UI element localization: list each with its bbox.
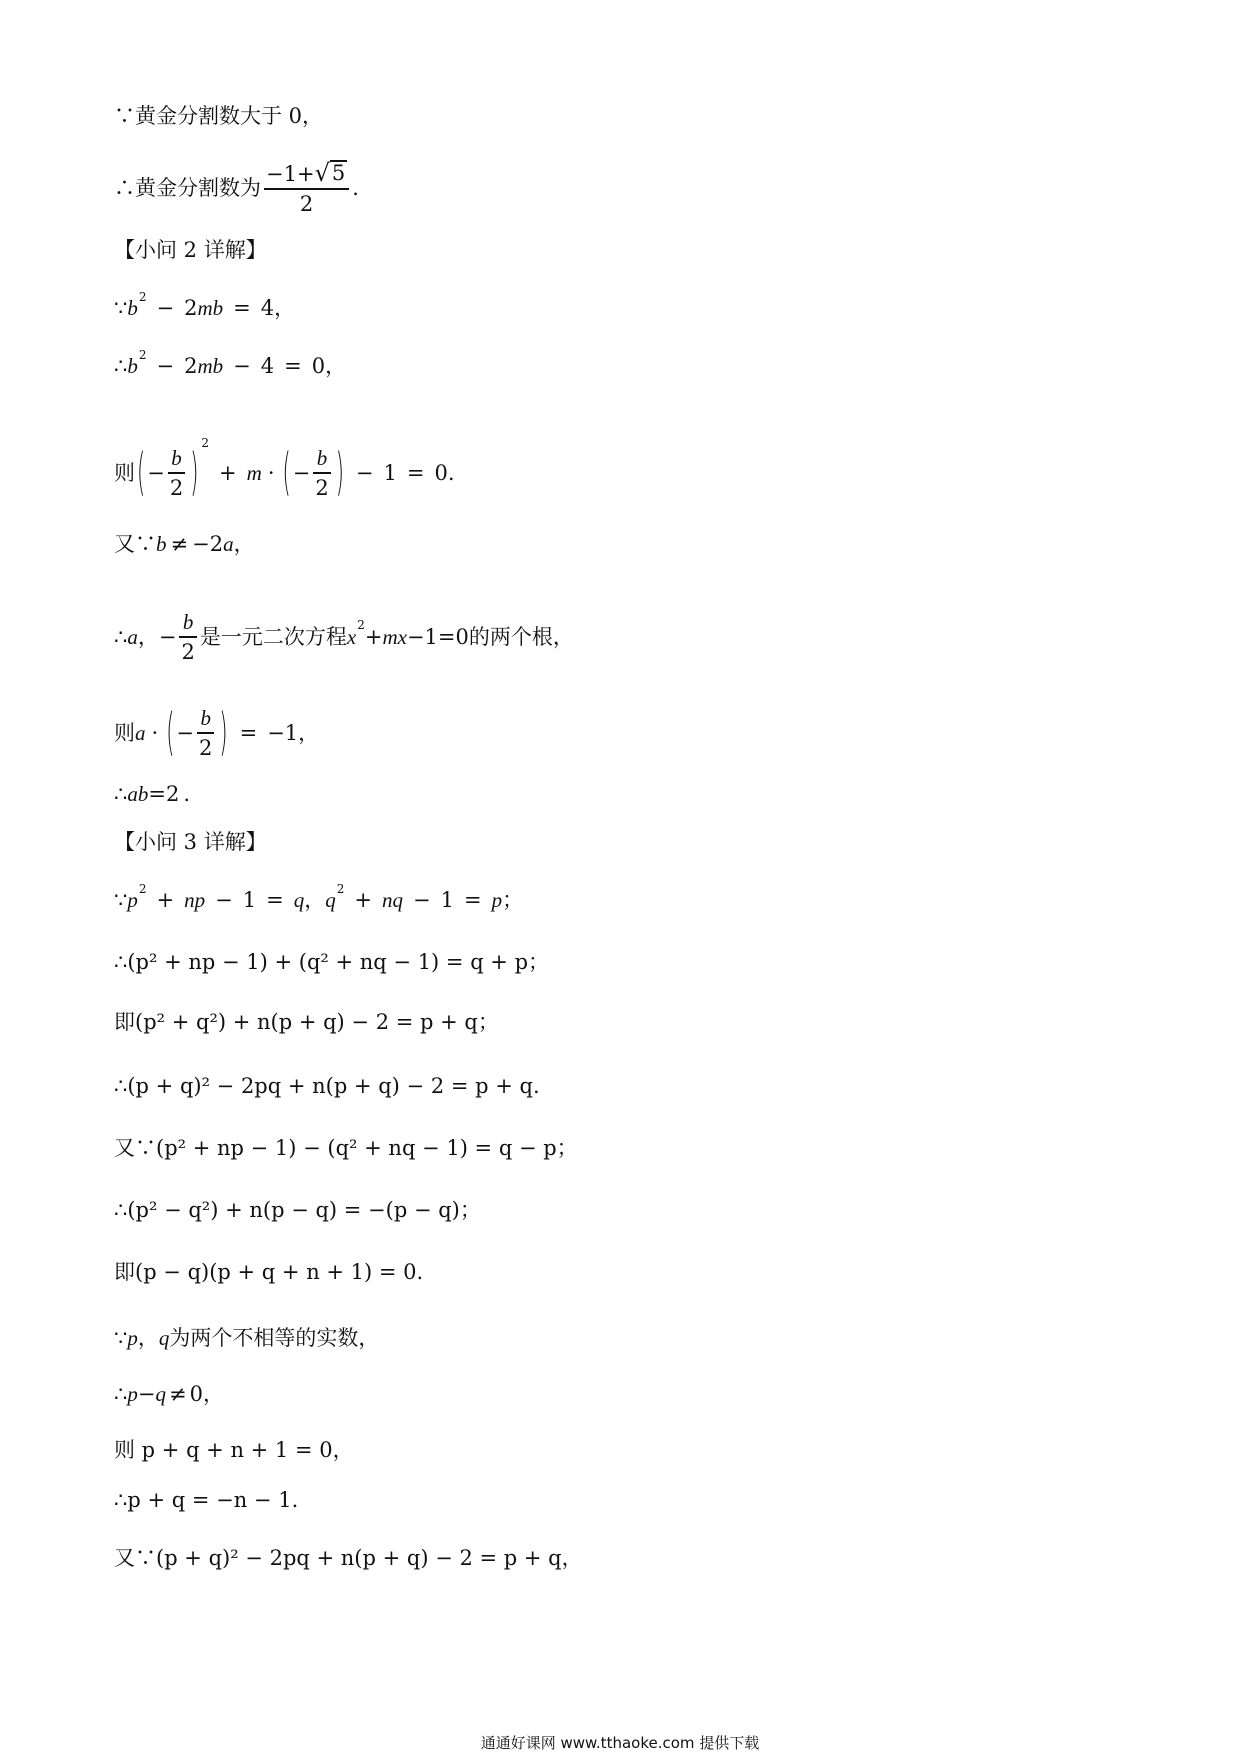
num: 4 [260, 296, 275, 320]
punct: ， [233, 532, 255, 556]
text: 则 [114, 460, 135, 485]
num: 4 [260, 354, 275, 378]
op: − [412, 888, 431, 912]
var: p [127, 1382, 138, 1406]
op: ≠ [170, 532, 189, 556]
equation-text: 即(p² + q²) + n(p + q) − 2 = p + q； [114, 1010, 499, 1034]
equation-line [114, 1262, 423, 1283]
equation-line [114, 1200, 481, 1221]
equation-text: 又∵(p² + np − 1) − (q² + nq − 1) = q − p； [114, 1136, 578, 1160]
heading-text: 【小问 3 详解】 [114, 830, 267, 854]
op: − [215, 888, 233, 912]
equation-line [114, 1548, 583, 1569]
punct: ， [202, 1382, 224, 1406]
therefore-symbol: ∴ [114, 354, 128, 378]
fraction [168, 446, 185, 500]
left-paren: ( [282, 443, 291, 501]
op: = [284, 354, 302, 378]
op: − [176, 720, 194, 745]
var: mb [197, 354, 224, 378]
statement-golden-value [114, 160, 359, 216]
statement-golden-positive [114, 106, 323, 127]
exponent: 2 [138, 881, 147, 896]
var: q [158, 1326, 170, 1350]
punct: ， [137, 1326, 159, 1350]
text: 为两个不相等的实数， [169, 1326, 380, 1350]
therefore-symbol: ∴ [114, 1382, 128, 1406]
fraction-bar [168, 472, 185, 474]
punct: ； [502, 888, 524, 912]
var: q [325, 888, 336, 912]
fraction [313, 446, 330, 500]
equation-line [114, 436, 455, 501]
var: x [346, 624, 357, 649]
punct: ， [298, 720, 320, 745]
num: 2 [184, 354, 198, 378]
fraction-denominator: 2 [169, 476, 184, 501]
var: np [184, 888, 206, 912]
page-footer [0, 1732, 1240, 1753]
op: + [156, 888, 175, 912]
var: q [293, 888, 305, 912]
op: − [233, 354, 251, 378]
text: ∵黄金分割数大于 0， [114, 104, 324, 128]
radicand: 5 [331, 161, 346, 185]
op: − [137, 1382, 156, 1406]
punct: . [447, 460, 455, 485]
op: = [233, 296, 251, 320]
because-symbol: ∵ [114, 888, 128, 912]
equation-line [114, 534, 255, 555]
equation-line [114, 1384, 224, 1405]
section-heading-q3 [114, 832, 267, 853]
dot: · [267, 460, 275, 485]
num: 1 [242, 888, 257, 912]
equation-text: 则 p + q + n + 1 = 0， [114, 1438, 354, 1462]
punct: ， [304, 888, 326, 912]
op: − [355, 460, 374, 485]
op: ≠ [168, 1382, 187, 1406]
op: − [292, 460, 311, 485]
fraction [179, 610, 196, 664]
therefore-symbol: ∴ [114, 782, 128, 806]
var: nq [381, 888, 403, 912]
num: −2 [192, 532, 224, 556]
op: − [156, 296, 175, 320]
fraction-denominator: 2 [181, 640, 195, 665]
exponent: 2 [138, 289, 147, 304]
right-paren: ) [190, 443, 199, 501]
equation-line [114, 1138, 578, 1159]
var: b [127, 354, 138, 378]
op: − [158, 624, 177, 649]
op: = [239, 720, 258, 745]
equation-line [114, 1490, 298, 1511]
num: 0 [311, 354, 326, 378]
expr: −1=0 [406, 624, 469, 649]
var: b [127, 296, 138, 320]
right-paren: ) [335, 443, 344, 501]
equation-text: ∴(p² − q²) + n(p − q) = −(p − q)； [114, 1198, 481, 1222]
dot: · [151, 720, 159, 745]
num: 2 [184, 296, 198, 320]
fraction [197, 706, 214, 760]
equation-line [114, 881, 524, 912]
op: = [266, 888, 284, 912]
equation-line [114, 347, 347, 378]
op: + [364, 624, 383, 649]
op: − [147, 460, 165, 485]
var: ab [127, 782, 149, 806]
fraction-numerator: b [182, 610, 194, 634]
equation-text: ∴(p² + np − 1) + (q² + nq − 1) = q + p； [114, 950, 550, 974]
punct: . [183, 782, 191, 806]
exponent: 2 [138, 347, 147, 362]
equation-line [114, 1076, 540, 1097]
equation-line [114, 610, 574, 664]
expr: =2 [148, 782, 180, 806]
text: 又∵ [114, 532, 156, 556]
var: b [156, 532, 167, 556]
num: −1 [267, 720, 299, 745]
punct: ， [137, 624, 159, 649]
exponent: 2 [336, 881, 345, 896]
equation-text: 即(p − q)(p + q + n + 1) = 0. [114, 1260, 424, 1284]
var: q [155, 1382, 166, 1406]
var: a [127, 624, 138, 649]
equation-line [114, 1012, 499, 1033]
exponent: 2 [201, 436, 210, 451]
text: ∴黄金分割数为 [114, 175, 261, 200]
fraction [264, 160, 349, 216]
fraction-numerator: b [171, 446, 182, 470]
section-heading-q2 [114, 240, 267, 261]
num-prefix: −1+ [266, 162, 315, 187]
num: 0 [434, 460, 448, 485]
statement-line [114, 1328, 379, 1349]
fraction-numerator: b [316, 446, 328, 470]
text: 是一元二次方程 [199, 624, 347, 649]
fraction-numerator [264, 160, 349, 186]
equation-text: ∴p + q = −n − 1. [114, 1488, 299, 1512]
equation-line [114, 784, 190, 805]
fraction-numerator: b [200, 706, 211, 730]
equation-line [114, 952, 549, 973]
heading-text: 【小问 2 详解】 [114, 238, 267, 262]
equation-line [114, 703, 320, 761]
var: m [246, 460, 262, 485]
footer-text: 通通好课网 www.tthaoke.com 提供下载 [480, 1734, 760, 1752]
op: − [156, 354, 175, 378]
fraction-bar [197, 732, 214, 734]
punct: ， [274, 296, 296, 320]
fraction-bar [179, 636, 196, 638]
because-symbol: ∵ [114, 1326, 128, 1350]
num: 0 [189, 1382, 203, 1406]
equation-line [114, 1440, 354, 1461]
op: = [406, 460, 425, 485]
text: 则 [114, 720, 135, 745]
var: a [223, 532, 234, 556]
left-paren: ( [137, 443, 146, 501]
var: mx [382, 624, 407, 649]
num: 1 [383, 460, 397, 485]
fraction-denominator: 2 [199, 736, 213, 761]
fraction-bar [264, 188, 349, 190]
var: p [127, 1326, 138, 1350]
fraction-denominator: 2 [299, 192, 314, 217]
var: mb [197, 296, 224, 320]
op: = [463, 888, 482, 912]
left-paren: ( [166, 703, 175, 761]
punct: ， [325, 354, 347, 378]
op: + [219, 460, 237, 485]
fraction-bar [313, 472, 330, 474]
op: + [354, 888, 372, 912]
text: 的两个根， [468, 624, 574, 649]
num: 1 [440, 888, 454, 912]
equation-text: 又∵(p + q)² − 2pq + n(p + q) − 2 = p + q， [114, 1546, 583, 1570]
fraction-denominator: 2 [315, 476, 329, 501]
exponent: 2 [357, 618, 365, 633]
var: p [127, 888, 138, 912]
therefore-symbol: ∴ [114, 624, 128, 649]
because-symbol: ∵ [114, 296, 128, 320]
equation-line [114, 289, 296, 320]
var: p [491, 888, 503, 912]
sqrt-icon: √ 5 [314, 159, 346, 188]
equation-text: ∴(p + q)² − 2pq + n(p + q) − 2 = p + q. [114, 1074, 540, 1098]
var: a [135, 720, 146, 745]
right-paren: ) [219, 703, 228, 761]
punct: . [352, 175, 359, 200]
